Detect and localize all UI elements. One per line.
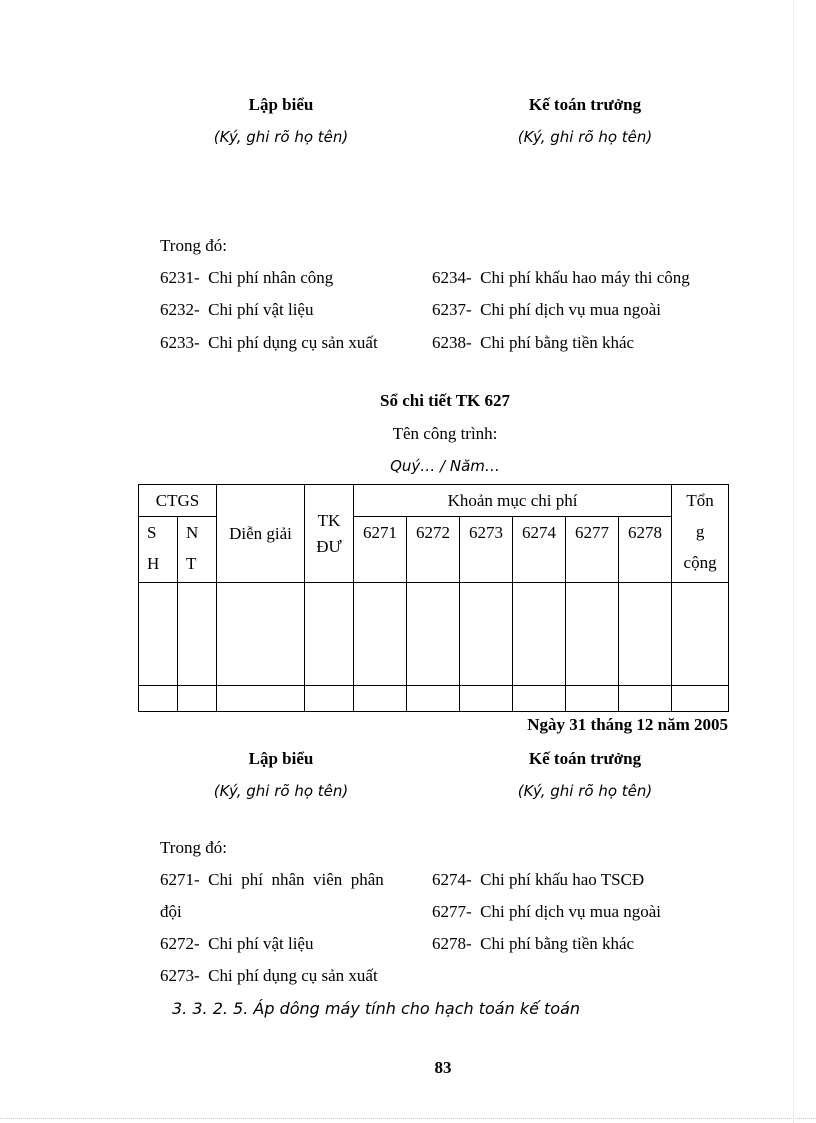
table-cell xyxy=(217,583,305,686)
signature-left-top xyxy=(131,89,431,153)
header-sh-line2: H xyxy=(147,554,160,573)
header-code: 6277 xyxy=(566,517,619,583)
table-cell xyxy=(407,686,460,712)
table-row xyxy=(139,583,729,686)
ledger-table xyxy=(138,484,729,712)
signature-note: (Ký, ghi rõ họ tên) xyxy=(517,782,653,800)
table-row xyxy=(139,686,729,712)
header-sh xyxy=(139,517,178,583)
legend-code: 6233- xyxy=(160,333,200,352)
ledger-date: Ngày 31 tháng 12 năm 2005 xyxy=(527,715,728,734)
legend-item: đội xyxy=(160,902,182,921)
signature-left-bottom xyxy=(131,743,431,807)
legend-item: 6273- Chi phí dụng cụ sản xuất xyxy=(160,966,378,985)
header-ctgs: CTGS xyxy=(139,485,217,517)
legend-code: 6234- xyxy=(432,268,472,287)
header-tk-du xyxy=(305,485,354,583)
legend-heading: Trong đó: xyxy=(160,236,227,255)
legend-code: 6238- xyxy=(432,333,472,352)
page-number: 83 xyxy=(434,1058,452,1077)
header-tk-du-line2: ĐƯ xyxy=(316,536,342,556)
legend-item xyxy=(160,268,333,288)
legend-item: 6272- Chi phí vật liệu xyxy=(160,934,314,953)
signature-title: Kế toán trưởng xyxy=(528,749,642,768)
header-code: 6273 xyxy=(460,517,513,583)
ledger-subtitle: Tên công trình: xyxy=(392,424,498,443)
legend-text: Chi phí dụng cụ sản xuất xyxy=(208,333,378,352)
header-code: 6271 xyxy=(354,517,407,583)
legend-text: Chi phí dịch vụ mua ngoài xyxy=(480,300,662,319)
header-code: 6274 xyxy=(513,517,566,583)
legend-heading: Trong đó: xyxy=(160,838,227,857)
header-tk-du-line1: TK xyxy=(317,510,341,530)
header-nt-line2: T xyxy=(186,554,197,573)
legend-text: Chi phí khấu hao máy thi công xyxy=(480,268,690,287)
table-cell xyxy=(460,583,513,686)
table-cell xyxy=(619,583,672,686)
table-cell xyxy=(513,686,566,712)
ledger-title: Sổ chi tiết TK 627 xyxy=(379,391,511,410)
table-cell xyxy=(217,686,305,712)
legend-item: 6278- Chi phí bằng tiền khác xyxy=(432,934,635,953)
legend-code: 6237- xyxy=(432,300,472,319)
ledger-period: Quý… / Năm… xyxy=(390,457,500,475)
header-tong-line2: g xyxy=(695,522,705,541)
table-cell xyxy=(354,686,407,712)
legend-item xyxy=(432,268,690,288)
header-tong-line3: cộng xyxy=(683,553,717,572)
legend-text: Chi phí vật liệu xyxy=(208,300,314,319)
header-nt-line1: N xyxy=(186,523,199,542)
legend-item: 6274- Chi phí khấu hao TSCĐ xyxy=(432,870,645,889)
header-tong-cong xyxy=(672,485,729,583)
legend-item: 6271- Chi phí nhân viên phân xyxy=(160,870,384,889)
legend-item: 6277- Chi phí dịch vụ mua ngoài xyxy=(432,902,662,921)
legend-text: Chi phí nhân công xyxy=(208,268,334,287)
page-bottom-rule xyxy=(0,1118,816,1119)
signature-right-bottom xyxy=(435,743,735,807)
table-cell xyxy=(460,686,513,712)
table-cell xyxy=(305,686,354,712)
legend-code: 6232- xyxy=(160,300,200,319)
signature-title: Lập biểu xyxy=(248,95,314,114)
header-nt xyxy=(178,517,217,583)
table-cell xyxy=(305,583,354,686)
header-khoan-muc: Khoản mục chi phí xyxy=(354,485,672,517)
table-cell xyxy=(513,583,566,686)
table-cell xyxy=(672,583,729,686)
table-cell xyxy=(178,686,217,712)
signature-title: Kế toán trưởng xyxy=(528,95,642,114)
table-cell xyxy=(619,686,672,712)
table-cell xyxy=(354,583,407,686)
signature-note: (Ký, ghi rõ họ tên) xyxy=(213,128,349,146)
table-cell xyxy=(139,686,178,712)
signature-title: Lập biểu xyxy=(248,749,314,768)
table-cell xyxy=(407,583,460,686)
table-cell xyxy=(566,583,619,686)
table-cell xyxy=(178,583,217,686)
table-cell xyxy=(566,686,619,712)
header-code: 6278 xyxy=(619,517,672,583)
header-sh-line1: S xyxy=(147,523,157,542)
section-heading: 3. 3. 2. 5. Áp dông máy tính cho hạch toán kế toán xyxy=(172,999,581,1018)
legend-text: Chi phí bằng tiền khác xyxy=(480,333,635,352)
legend-code: 6231- xyxy=(160,268,200,287)
signature-note: (Ký, ghi rõ họ tên) xyxy=(517,128,653,146)
legend-item xyxy=(432,300,661,320)
legend-item xyxy=(160,300,313,320)
header-code: 6272 xyxy=(407,517,460,583)
header-tong-line1: Tổn xyxy=(686,491,714,510)
table-cell xyxy=(672,686,729,712)
signature-note: (Ký, ghi rõ họ tên) xyxy=(213,782,349,800)
legend-item xyxy=(432,333,634,353)
header-dien-giai: Diễn giải xyxy=(217,485,305,583)
legend-item xyxy=(160,333,378,353)
page-right-rule xyxy=(793,0,794,1123)
table-cell xyxy=(139,583,178,686)
signature-right-top xyxy=(435,89,735,153)
